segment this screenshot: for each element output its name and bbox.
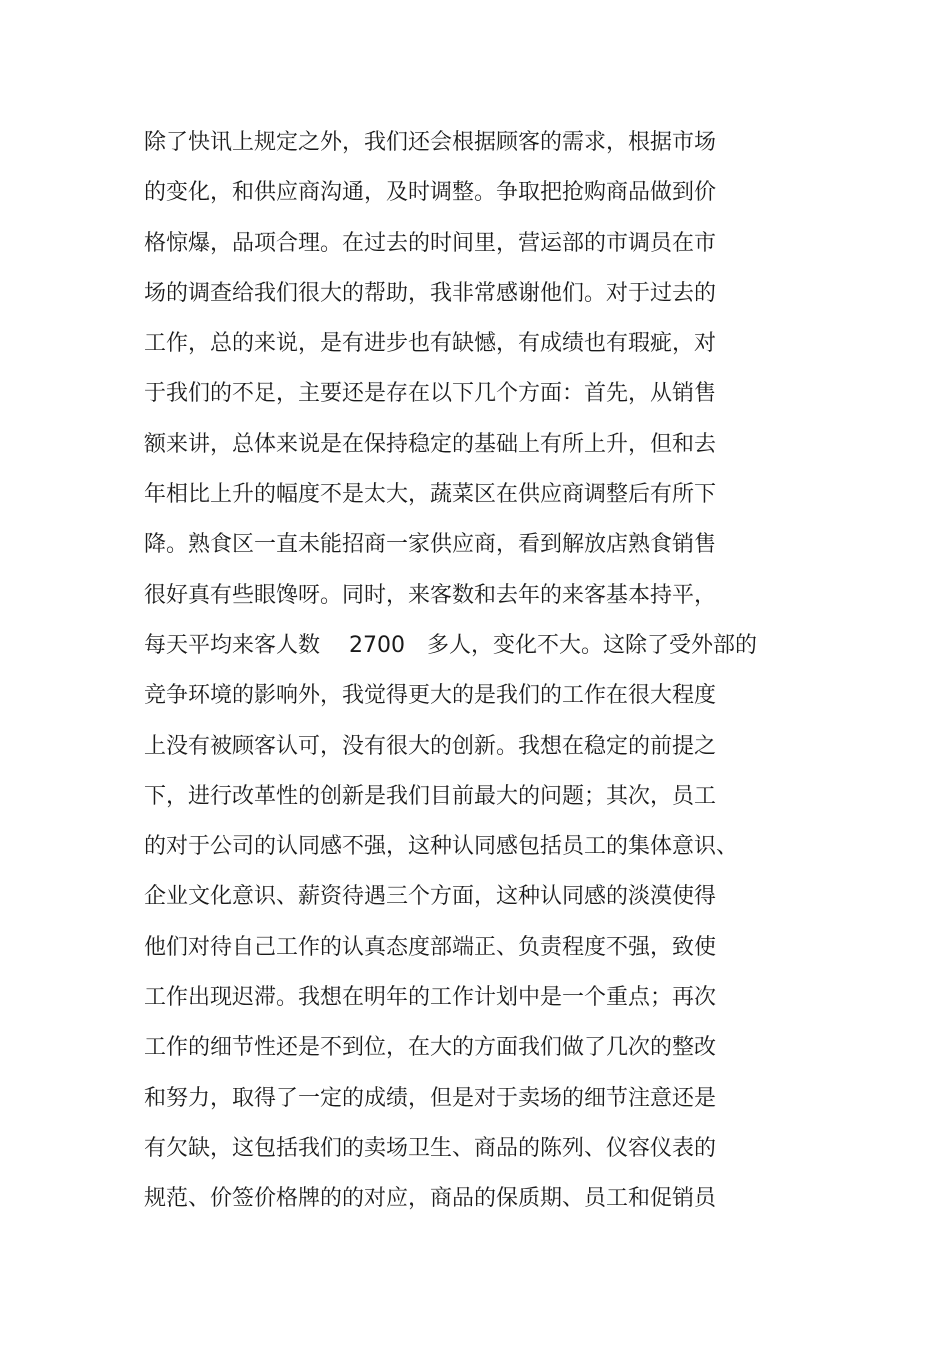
text-line: 上没有被顾客认可，没有很大的创新。我想在稳定的前提之	[144, 733, 717, 759]
text-line: 企业文化意识、薪资待遇三个方面，这种认同感的淡漠使得	[144, 884, 717, 910]
text-line: 场的调查给我们很大的帮助，我非常感谢他们。对于过去的	[144, 280, 717, 306]
text-line: 年相比上升的幅度不是太大，蔬菜区在供应商调整后有所下	[144, 482, 717, 508]
text-line: 他们对待自己工作的认真态度部端正、负责程度不强，致使	[144, 934, 717, 960]
text-line: 每天平均来客人数 2700 多人，变化不大。这除了受外部的	[144, 632, 757, 658]
text-line: 很好真有些眼馋呀。同时，来客数和去年的来客基本持平，	[144, 582, 717, 608]
text-line: 竞争环境的影响外，我觉得更大的是我们的工作在很大程度	[144, 683, 717, 709]
text-line: 和努力，取得了一定的成绩，但是对于卖场的细节注意还是	[144, 1085, 717, 1111]
text-line: 除了快讯上规定之外，我们还会根据顾客的需求，根据市场	[144, 130, 717, 155]
text-line: 工作出现迟滞。我想在明年的工作计划中是一个重点；再次	[144, 985, 717, 1011]
text-line: 于我们的不足，主要还是存在以下几个方面：首先，从销售	[144, 381, 717, 407]
text-line: 下，进行改革性的创新是我们目前最大的问题；其次，员工	[144, 783, 717, 809]
text-line: 的变化，和供应商沟通，及时调整。争取把抢购商品做到价	[144, 180, 717, 206]
text-line: 额来讲，总体来说是在保持稳定的基础上有所上升，但和去	[144, 431, 717, 457]
body-text	[144, 118, 824, 1225]
text-line: 的对于公司的认同感不强，这种认同感包括员工的集体意识、	[144, 834, 739, 860]
text-line: 工作的细节性还是不到位，在大的方面我们做了几次的整改	[144, 1035, 717, 1061]
text-line: 有欠缺，这包括我们的卖场卫生、商品的陈列、仪容仪表的	[144, 1135, 717, 1161]
text-line: 降。熟食区一直未能招商一家供应商，看到解放店熟食销售	[144, 532, 717, 558]
text-line: 规范、价签价格牌的的对应，商品的保质期、员工和促销员	[144, 1186, 717, 1212]
text-line: 工作，总的来说，是有进步也有缺憾，有成绩也有瑕疵，对	[144, 331, 717, 357]
text-line: 格惊爆，品项合理。在过去的时间里，营运部的市调员在市	[144, 230, 717, 256]
